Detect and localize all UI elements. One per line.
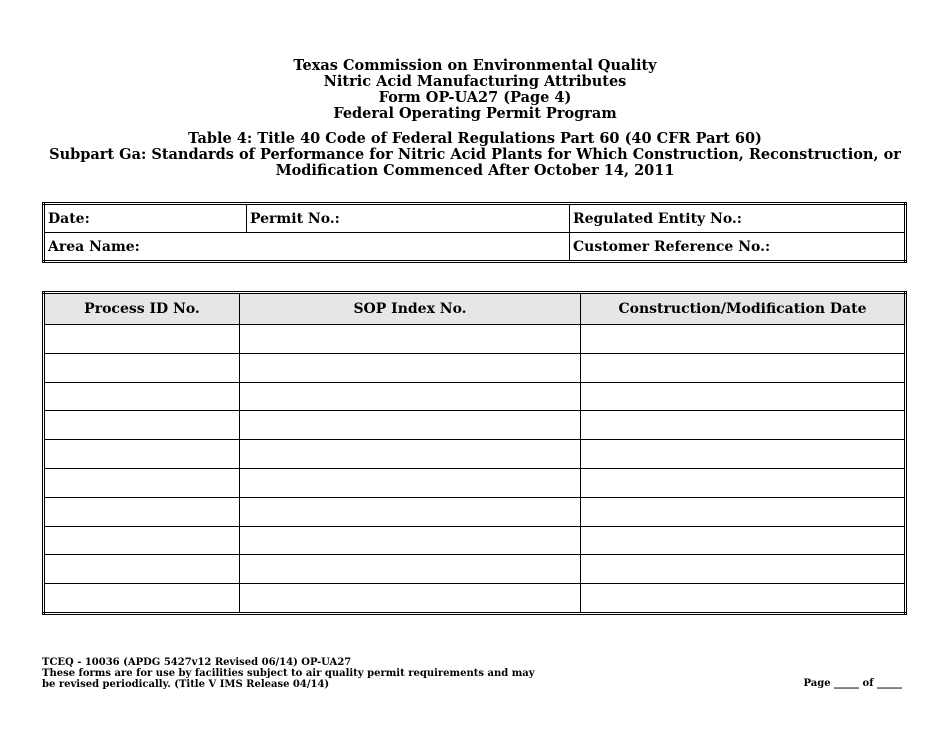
table-title: Table 4: Title 40 Code of Federal Regulations Part 60 (40 CFR Part 60) [188, 130, 762, 147]
table-row [44, 353, 906, 382]
form-title: Nitric Acid Manufacturing Attributes [323, 73, 627, 90]
subpart-title-line2: Modification Commenced After October 14, 2011 [275, 162, 675, 179]
column-header-sop-index: SOP Index No. [240, 293, 581, 325]
process-id-cell[interactable] [44, 353, 240, 382]
customer-reference-label: Customer Reference No.: [573, 238, 771, 255]
table-row [44, 440, 906, 469]
customer-reference-field[interactable] [570, 233, 906, 262]
process-id-cell[interactable] [44, 584, 240, 614]
process-id-cell[interactable] [44, 411, 240, 440]
sop-index-cell[interactable] [240, 353, 581, 382]
sop-index-cell[interactable] [240, 468, 581, 497]
form-number: Form OP-UA27 (Page 4) [378, 89, 572, 106]
construction-date-cell[interactable] [581, 353, 906, 382]
process-id-cell[interactable] [44, 382, 240, 411]
regulated-entity-label: Regulated Entity No.: [573, 210, 742, 227]
page-number: Page _____ of _____ [803, 678, 902, 689]
construction-date-cell[interactable] [581, 325, 906, 354]
table-row [44, 382, 906, 411]
form-header [0, 58, 950, 179]
table-row [44, 555, 906, 584]
permit-info-table [42, 202, 907, 263]
construction-date-cell[interactable] [581, 468, 906, 497]
form-code: TCEQ - 10036 (APDG 5427v12 Revised 06/14) OP-UA27 [42, 657, 352, 668]
construction-date-cell[interactable] [581, 382, 906, 411]
construction-date-cell[interactable] [581, 497, 906, 526]
regulated-entity-field[interactable] [570, 204, 906, 233]
column-header-construction-date: Construction/Modification Date [581, 293, 906, 325]
table-row [44, 497, 906, 526]
form-footer [42, 657, 535, 690]
process-id-cell[interactable] [44, 497, 240, 526]
table-row [44, 325, 906, 354]
permit-number-label: Permit No.: [250, 210, 340, 227]
table-row [44, 584, 906, 614]
table-row [44, 468, 906, 497]
process-table-body [44, 325, 906, 614]
sop-index-cell[interactable] [240, 382, 581, 411]
process-id-cell[interactable] [44, 325, 240, 354]
date-label: Date: [48, 210, 90, 227]
sop-index-cell[interactable] [240, 526, 581, 555]
construction-date-cell[interactable] [581, 440, 906, 469]
sop-index-cell[interactable] [240, 411, 581, 440]
sop-index-cell[interactable] [240, 325, 581, 354]
table-row [44, 411, 906, 440]
agency-name: Texas Commission on Environmental Quality [293, 57, 657, 74]
area-name-field[interactable] [44, 233, 570, 262]
program-name: Federal Operating Permit Program [333, 105, 617, 122]
table-row [44, 526, 906, 555]
column-header-process-id: Process ID No. [44, 293, 240, 325]
process-id-cell[interactable] [44, 555, 240, 584]
process-id-cell[interactable] [44, 440, 240, 469]
construction-date-cell[interactable] [581, 411, 906, 440]
process-id-cell[interactable] [44, 468, 240, 497]
construction-date-cell[interactable] [581, 584, 906, 614]
permit-number-field[interactable] [247, 204, 570, 233]
sop-index-cell[interactable] [240, 497, 581, 526]
construction-date-cell[interactable] [581, 555, 906, 584]
construction-date-cell[interactable] [581, 526, 906, 555]
sop-index-cell[interactable] [240, 440, 581, 469]
area-name-label: Area Name: [48, 238, 140, 255]
process-id-cell[interactable] [44, 526, 240, 555]
sop-index-cell[interactable] [240, 555, 581, 584]
date-field[interactable] [44, 204, 247, 233]
subpart-title-line1: Subpart Ga: Standards of Performance for Nitric Acid Plants for Which Construction, Reconstruction, or [49, 146, 901, 163]
sop-index-cell[interactable] [240, 584, 581, 614]
process-table [42, 291, 907, 615]
footer-note-line1: These forms are for use by facilities subject to air quality permit requirements and may [42, 668, 535, 679]
footer-note-line2: be revised periodically. (Title V IMS Release 04/14) [42, 679, 330, 690]
